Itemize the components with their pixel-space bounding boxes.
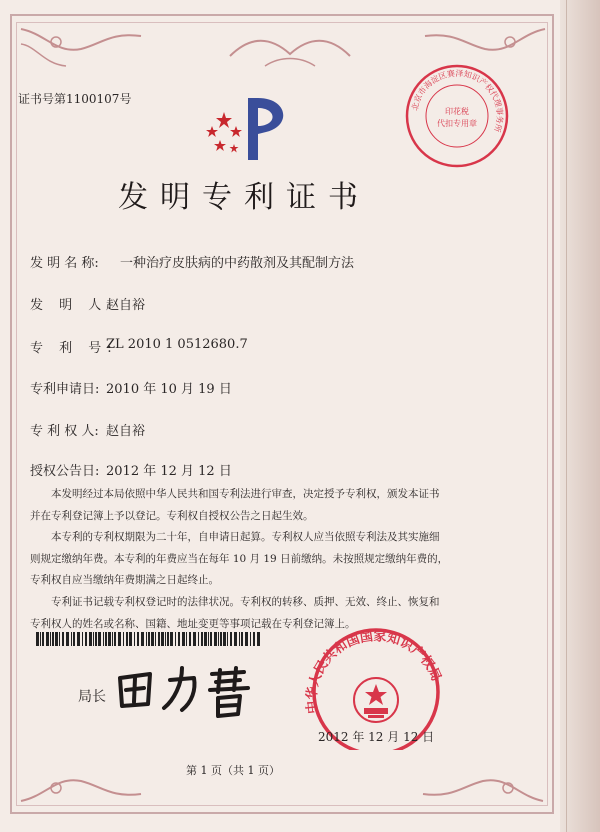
barcode-bar (208, 632, 209, 646)
barcode-bar (161, 632, 164, 646)
barcode-bar (223, 632, 226, 646)
barcode-bar (214, 632, 217, 646)
director-label: 局长 (78, 689, 106, 705)
barcode-bar (62, 632, 64, 646)
barcode-bar (241, 632, 243, 646)
barcode-bar (42, 632, 44, 646)
corner-ornament-bottom-right (418, 746, 548, 806)
body-paragraph-3-line-2: 专利权人的姓名或名称、国籍、地址变更等事项记载在专利登记簿上。 (30, 617, 356, 630)
barcode-bar (220, 632, 222, 646)
certificate-title: 发明专利证书 (118, 180, 370, 215)
barcode-bar (59, 632, 60, 646)
body-paragraph-2-line-3: 专利权自应当缴纳年费期满之日起终止。 (30, 574, 219, 586)
barcode-bar (89, 632, 92, 646)
filing-date-value: 2010 年 10 月 19 日 (106, 382, 232, 397)
invention-name-label: 发 明 名 称: (30, 256, 99, 271)
barcode-bar (46, 632, 49, 646)
barcode-bar (77, 632, 80, 646)
barcode-bar (175, 632, 176, 646)
barcode (36, 632, 262, 646)
barcode-bar (227, 632, 228, 646)
barcode-bar (158, 632, 160, 646)
barcode-bar (134, 632, 135, 646)
barcode-bar (36, 632, 39, 646)
barcode-bar (141, 632, 144, 646)
body-paragraph-1-line-2: 并在专利登记簿上予以登记。专利权自授权公告之日起生效。 (30, 509, 314, 522)
barcode-bar (218, 632, 219, 646)
barcode-bar (105, 632, 107, 646)
national-emblem (354, 678, 398, 722)
patent-office-logo (200, 90, 300, 166)
body-paragraph-2-line-1: 本专利的专利权期限为二十年，自申请日起算。专利权人应当依照专利法及其实施细 (51, 531, 440, 543)
barcode-bar (230, 632, 232, 646)
barcode-bar (245, 632, 248, 646)
barcode-bar (210, 632, 212, 646)
barcode-bar (50, 632, 51, 646)
barcode-bar (123, 632, 124, 646)
barcode-bar (198, 632, 199, 646)
tax-stamp (403, 62, 511, 170)
barcode-bar (178, 632, 180, 646)
barcode-bar (204, 632, 207, 646)
body-paragraph-3-line-1: 专利证书记载专利权登记时的法律状况。专利权的转移、质押、无效、终止、恢复和 (51, 596, 440, 608)
inventor-label: 发 明 人: (30, 298, 118, 313)
barcode-bar (148, 632, 150, 646)
tax-stamp-line1: 印花税 (445, 107, 469, 116)
barcode-bar (146, 632, 147, 646)
corner-ornament-bottom-left (16, 746, 146, 806)
barcode-bar (129, 632, 132, 646)
barcode-bar (201, 632, 203, 646)
seal-ring-text: 中华人民共和国国家知识产权局 (304, 629, 444, 715)
filing-date-label: 专利申请日: (30, 382, 100, 397)
barcode-bar (112, 632, 113, 646)
barcode-bar (193, 632, 196, 646)
body-paragraph-2 (30, 527, 528, 592)
barcode-bar (250, 632, 251, 646)
patent-number-label: 专 利 号: (30, 341, 118, 356)
barcode-bar (170, 632, 173, 646)
corner-ornament-top-left (16, 24, 146, 84)
seal-date: 2012 年 12 月 12 日 (318, 730, 435, 744)
invention-name-value: 一种治疗皮肤病的中药散剂及其配制方法 (120, 256, 355, 271)
inventor-value: 赵自裕 (106, 298, 146, 313)
barcode-bar (137, 632, 139, 646)
barcode-bar (114, 632, 116, 646)
barcode-bar (52, 632, 54, 646)
barcode-bar (108, 632, 111, 646)
barcode-bar (186, 632, 187, 646)
barcode-bar (239, 632, 240, 646)
barcode-bar (73, 632, 75, 646)
barcode-bar (182, 632, 185, 646)
grant-date-value: 2012 年 12 月 12 日 (106, 464, 232, 479)
tax-stamp-line2: 代扣专用章 (437, 119, 477, 128)
page-binding-edge (560, 0, 600, 832)
barcode-bar (257, 632, 260, 646)
barcode-bar (66, 632, 69, 646)
patent-number-value: ZL 2010 1 0512680.7 (106, 337, 248, 352)
barcode-bar (85, 632, 87, 646)
barcode-bar (253, 632, 255, 646)
barcode-bar (167, 632, 169, 646)
page-number: 第 1 页（共 1 页） (186, 764, 280, 777)
director-signature (112, 660, 262, 720)
tax-stamp-ring-text: 北京市海淀区赛泽知识产权代理事务所 (410, 68, 505, 134)
barcode-bar (118, 632, 121, 646)
barcode-bar (93, 632, 94, 646)
barcode-bar (82, 632, 83, 646)
barcode-bar (189, 632, 191, 646)
grant-date-label: 授权公告日: (30, 464, 100, 479)
barcode-bar (126, 632, 128, 646)
barcode-bar (234, 632, 237, 646)
body-paragraph-1 (30, 484, 528, 527)
certificate-number: 证书号第1100107号 (18, 92, 132, 106)
patentee-value: 赵自裕 (106, 424, 146, 439)
barcode-bar (55, 632, 58, 646)
barcode-bar (103, 632, 104, 646)
barcode-bar (155, 632, 156, 646)
barcode-bar (165, 632, 166, 646)
barcode-bar (71, 632, 72, 646)
patentee-label: 专 利 权 人: (30, 424, 99, 439)
barcode-bar (40, 632, 41, 646)
barcode-bar (151, 632, 154, 646)
body-paragraph-1-line-1: 本发明经过本局依照中华人民共和国专利法进行审查，决定授予专利权，颁发本证书 (51, 488, 440, 500)
ornament-top-center (225, 26, 355, 86)
body-paragraph-2-line-2: 则规定缴纳年费。本专利的年费应当在每年 10 月 19 日前缴纳。未按照规定缴纳年费的， (30, 552, 449, 565)
barcode-bar (98, 632, 101, 646)
barcode-bar (95, 632, 97, 646)
